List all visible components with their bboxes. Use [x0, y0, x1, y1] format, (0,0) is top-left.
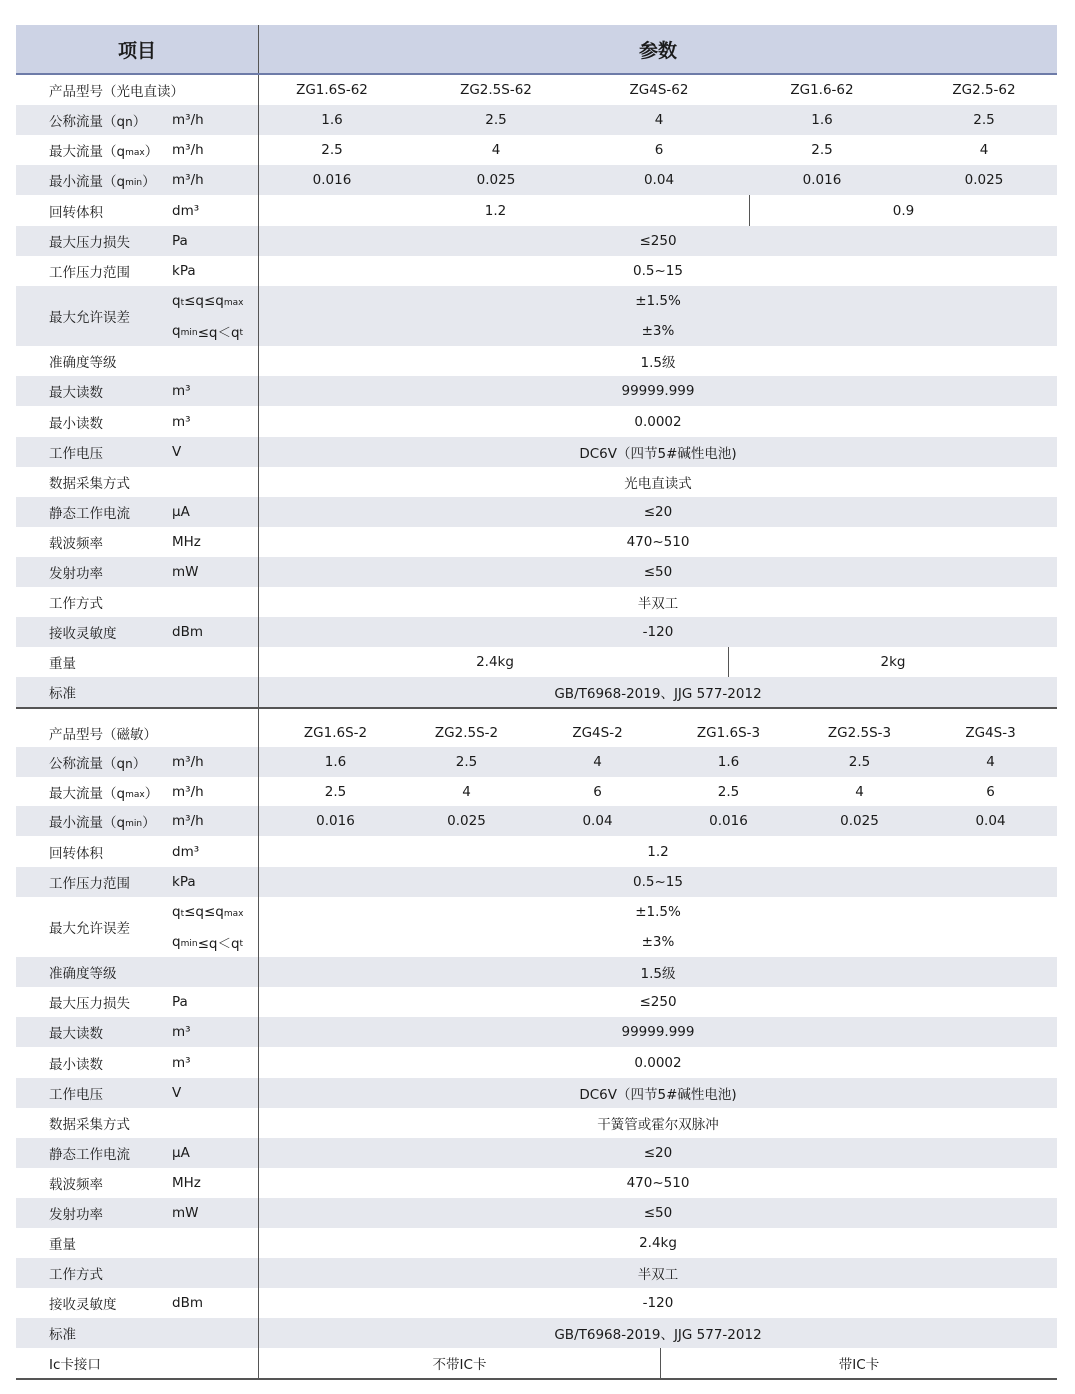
t2-model: ZG1.6S-2: [303, 725, 368, 741]
t1-rotation-right: 0.9: [892, 202, 915, 219]
t1-maxread-row: [16, 376, 1057, 406]
t1-error-value2: ±3%: [641, 323, 675, 339]
t1-rotation-row: [16, 195, 1057, 226]
t2-maxread-value: 99999.999: [621, 1024, 695, 1040]
t1-error-cond2: q min ≤q＜q t: [172, 323, 244, 341]
t1-acq-label: 数据采集方式: [49, 476, 130, 492]
t2-qmin-label: 最小流量（q min ）: [49, 815, 156, 831]
t1-rotation-left: 1.2: [484, 202, 507, 219]
t1-qmax-label: 最大流量（q max ）: [49, 144, 159, 160]
t1-model: ZG1.6-62: [790, 82, 854, 98]
t1-model: ZG2.5S-62: [460, 82, 532, 98]
t2-qmin-unit: m³/h: [172, 813, 204, 829]
t2-error-label: 最大允许误差: [49, 921, 130, 937]
t1-rotation-unit: dm³: [172, 202, 200, 219]
t2-cell: 2.5: [848, 754, 871, 770]
t2-weight-row: [16, 1228, 1057, 1258]
t1-power-label: 发射功率: [49, 566, 103, 582]
t2-weight-label: 重量: [49, 1237, 76, 1253]
t2-pressure-range-label: 工作压力范围: [49, 876, 130, 892]
t1-current-label: 静态工作电流: [49, 506, 130, 522]
t2-cell: 4: [593, 754, 602, 770]
t1-standard-row: [16, 677, 1057, 707]
t1-minread-unit: m³: [172, 413, 191, 430]
t1-voltage-unit: V: [172, 444, 182, 460]
t1-weight-left: 2.4kg: [476, 654, 514, 670]
t1-pressure-loss-unit: Pa: [172, 233, 188, 249]
t2-cell: 0.016: [316, 813, 355, 829]
t1-pressure-range-row: [16, 256, 1057, 286]
t2-current-label: 静态工作电流: [49, 1147, 130, 1163]
t1-pressure-range-label: 工作压力范围: [49, 265, 130, 281]
t1-pressure-range-unit: kPa: [172, 263, 196, 279]
t2-sens-row: [16, 1288, 1057, 1318]
t1-current-value: ≤20: [643, 504, 673, 520]
t2-ic-right: 带IC卡: [838, 1357, 880, 1373]
t1-standard-label: 标准: [49, 686, 76, 702]
t2-accuracy-label: 准确度等级: [49, 966, 117, 982]
t1-model: ZG1.6S-62: [296, 82, 368, 98]
t2-power-label: 发射功率: [49, 1207, 103, 1223]
t2-weight-value: 2.4kg: [639, 1235, 677, 1251]
t2-pressure-loss-row: [16, 987, 1057, 1017]
t2-pressure-loss-unit: Pa: [172, 994, 188, 1010]
t1-error-cond1: q t ≤q≤q max: [172, 293, 244, 309]
t1-qmin-row: [16, 165, 1057, 195]
t2-pressure-loss-value: ≤250: [639, 994, 677, 1010]
t2-mode-label: 工作方式: [49, 1267, 103, 1283]
t2-error-cond2: q min ≤q＜q t: [172, 934, 244, 952]
t1-cell: 0.04: [643, 172, 675, 188]
t2-model: ZG4S-3: [965, 725, 1016, 741]
t1-qmin-label: 最小流量（q min ）: [49, 174, 156, 190]
t1-accuracy-label: 准确度等级: [49, 355, 117, 371]
t2-ic-label: Ic卡接口: [49, 1357, 101, 1373]
t1-voltage-label: 工作电压: [49, 446, 103, 462]
t1-mode-label: 工作方式: [49, 596, 103, 612]
t2-cell: 2.5: [455, 754, 478, 770]
t1-models-label: 产品型号（光电直读）: [49, 84, 184, 100]
t1-model: ZG2.5-62: [952, 82, 1016, 98]
t1-models-row: [16, 75, 1057, 105]
header-item-title: 项目: [117, 39, 156, 62]
t1-qmax-row: [16, 135, 1057, 165]
t2-cell: 0.025: [840, 813, 879, 829]
t2-model: ZG4S-2: [572, 725, 623, 741]
t1-sens-row: [16, 617, 1057, 647]
t1-voltage-row: [16, 437, 1057, 467]
t2-cell: 4: [462, 783, 471, 800]
t2-standard-label: 标准: [49, 1327, 76, 1343]
header-param-title: 参数: [638, 39, 677, 62]
t2-freq-label: 载波频率: [49, 1177, 103, 1193]
t2-power-value: ≤50: [643, 1205, 673, 1221]
t2-qmax-row: [16, 777, 1057, 806]
t2-voltage-row: [16, 1078, 1057, 1108]
t2-sens-value: -120: [642, 1295, 674, 1311]
t1-cell: 2.5: [811, 142, 833, 158]
t1-current-row: [16, 497, 1057, 527]
t2-error-value1: ±1.5%: [635, 904, 681, 920]
t1-maxread-unit: m³: [172, 383, 191, 399]
t2-cell: 1.6: [324, 754, 347, 770]
t1-minread-label: 最小读数: [49, 415, 103, 432]
t1-voltage-value: DC6V（四节5#碱性电池): [579, 446, 737, 462]
t2-rotation-value: 1.2: [647, 843, 669, 860]
t2-standard-value: GB/T6968-2019、JJG 577-2012: [554, 1327, 762, 1343]
t1-model: ZG4S-62: [629, 82, 689, 98]
t1-power-value: ≤50: [643, 564, 673, 580]
t2-maxread-label: 最大读数: [49, 1026, 103, 1042]
t1-maxread-value: 99999.999: [621, 383, 695, 399]
t2-cell: 4: [986, 754, 995, 770]
t1-cell: 2.5: [321, 142, 343, 158]
t2-qmax-unit: m³/h: [172, 783, 204, 800]
t2-qmin-row: [16, 806, 1057, 836]
bottom-rule: [16, 1378, 1057, 1380]
t2-cell: 6: [593, 783, 602, 800]
t1-minread-row: [16, 406, 1057, 437]
t1-sens-value: -120: [642, 624, 674, 640]
t2-cell: 2.5: [324, 783, 347, 800]
t2-rotation-unit: dm³: [172, 843, 200, 860]
t2-current-value: ≤20: [643, 1145, 673, 1161]
t2-voltage-value: DC6V（四节5#碱性电池): [579, 1087, 737, 1103]
t2-ic-row: [16, 1348, 1057, 1378]
t1-weight-row: [16, 647, 1057, 677]
t2-freq-row: [16, 1168, 1057, 1198]
t1-weight-label: 重量: [49, 656, 76, 672]
t1-cell: 4: [979, 142, 989, 158]
t1-pressure-loss-label: 最大压力损失: [49, 235, 130, 251]
t1-qmin-unit: m³/h: [172, 172, 204, 188]
t2-qmax-label: 最大流量（q max ）: [49, 785, 159, 802]
t1-acq-value: 光电直读式: [624, 476, 692, 492]
t1-freq-row: [16, 527, 1057, 557]
t1-minread-value: 0.0002: [634, 413, 682, 430]
t1-sens-unit: dBm: [172, 624, 203, 640]
t2-models-label: 产品型号（磁敏）: [49, 727, 157, 743]
t2-models-row: [16, 719, 1057, 747]
t1-cell: 1.6: [811, 112, 833, 128]
t2-cell: 6: [986, 783, 995, 800]
t2-rotation-label: 回转体积: [49, 845, 103, 862]
t1-accuracy-value: 1.5级: [640, 355, 676, 371]
t1-cell: 0.016: [312, 172, 352, 188]
t2-power-unit: mW: [172, 1205, 199, 1221]
t2-cell: 0.025: [447, 813, 486, 829]
t1-cell: 6: [654, 142, 664, 158]
table-header: [16, 25, 1057, 75]
t1-acq-row: [16, 467, 1057, 497]
t2-current-row: [16, 1138, 1057, 1168]
t2-cell: 0.04: [975, 813, 1006, 829]
t1-power-row: [16, 557, 1057, 587]
t2-maxread-row: [16, 1017, 1057, 1047]
t2-pressure-range-value: 0.5~15: [633, 874, 683, 890]
t1-cell: 0.025: [964, 172, 1004, 188]
t2-mode-row: [16, 1258, 1057, 1288]
t2-freq-value: 470~510: [626, 1175, 690, 1191]
t1-qn-row: [16, 105, 1057, 135]
t2-accuracy-row: [16, 957, 1057, 987]
spec-sheet: [16, 25, 1057, 1380]
t1-freq-unit: MHz: [172, 534, 201, 550]
t2-qn-label: 公称流量（q n ）: [49, 756, 147, 772]
t2-pressure-range-unit: kPa: [172, 874, 196, 890]
t2-minread-value: 0.0002: [634, 1054, 682, 1071]
t2-model: ZG2.5S-2: [434, 725, 499, 741]
t1-freq-value: 470~510: [626, 534, 690, 550]
t2-error-cond1: q t ≤q≤q max: [172, 904, 244, 920]
t1-cell: 4: [491, 142, 501, 158]
t1-standard-value: GB/T6968-2019、JJG 577-2012: [554, 686, 762, 702]
t2-qn-unit: m³/h: [172, 754, 204, 770]
t1-rotation-label: 回转体积: [49, 204, 103, 221]
t2-qn-row: [16, 747, 1057, 777]
t1-accuracy-row: [16, 346, 1057, 376]
t1-pressure-loss-value: ≤250: [639, 233, 677, 249]
t2-maxread-unit: m³: [172, 1024, 191, 1040]
t1-sens-label: 接收灵敏度: [49, 626, 117, 642]
t2-error-row: [16, 897, 1057, 957]
t2-spacer: [16, 709, 1057, 719]
t2-pressure-loss-label: 最大压力损失: [49, 996, 130, 1012]
t2-power-row: [16, 1198, 1057, 1228]
t2-acq-label: 数据采集方式: [49, 1117, 130, 1133]
t1-mode-row: [16, 587, 1057, 617]
t2-error-value2: ±3%: [641, 934, 675, 950]
t1-cell: 0.016: [802, 172, 842, 188]
t2-minread-unit: m³: [172, 1054, 191, 1071]
t2-voltage-unit: V: [172, 1085, 182, 1101]
t2-standard-row: [16, 1318, 1057, 1348]
t2-cell: 4: [855, 783, 864, 800]
t1-error-row: [16, 286, 1057, 346]
t2-current-unit: μA: [172, 1145, 190, 1161]
t1-error-label: 最大允许误差: [49, 310, 130, 326]
t1-pressure-loss-row: [16, 226, 1057, 256]
column-divider: [258, 709, 259, 719]
t2-model: ZG1.6S-3: [696, 725, 761, 741]
t1-cell: 2.5: [485, 112, 507, 128]
t2-acq-row: [16, 1108, 1057, 1138]
t2-sens-unit: dBm: [172, 1295, 203, 1311]
t2-sens-label: 接收灵敏度: [49, 1297, 117, 1313]
t1-current-unit: μA: [172, 504, 190, 520]
t2-minread-row: [16, 1047, 1057, 1078]
t2-acq-value: 干簧管或霍尔双脉冲: [597, 1117, 719, 1133]
t2-ic-left: 不带IC卡: [432, 1357, 487, 1373]
t1-cell: 2.5: [973, 112, 995, 128]
t2-rotation-row: [16, 836, 1057, 867]
t2-pressure-range-row: [16, 867, 1057, 897]
t2-cell: 1.6: [717, 754, 740, 770]
t2-cell: 0.04: [582, 813, 613, 829]
t1-power-unit: mW: [172, 564, 199, 580]
t1-pressure-range-value: 0.5~15: [633, 263, 683, 279]
t2-accuracy-value: 1.5级: [640, 966, 676, 982]
t1-freq-label: 载波频率: [49, 536, 103, 552]
t1-cell: 4: [654, 112, 664, 128]
t2-freq-unit: MHz: [172, 1175, 201, 1191]
t1-weight-right: 2kg: [880, 654, 906, 670]
t1-qn-unit: m³/h: [172, 112, 204, 128]
t1-error-value1: ±1.5%: [635, 293, 681, 309]
t2-voltage-label: 工作电压: [49, 1087, 103, 1103]
t1-mode-value: 半双工: [637, 596, 679, 612]
t1-qmax-unit: m³/h: [172, 142, 204, 158]
t2-cell: 0.016: [709, 813, 748, 829]
t2-cell: 2.5: [717, 783, 740, 800]
t2-model: ZG2.5S-3: [827, 725, 892, 741]
t1-maxread-label: 最大读数: [49, 385, 103, 401]
t1-cell: 1.6: [321, 112, 343, 128]
t1-cell: 0.025: [476, 172, 516, 188]
t2-minread-label: 最小读数: [49, 1056, 103, 1073]
t2-mode-value: 半双工: [637, 1267, 679, 1283]
t1-qn-label: 公称流量（q n ）: [49, 114, 147, 130]
